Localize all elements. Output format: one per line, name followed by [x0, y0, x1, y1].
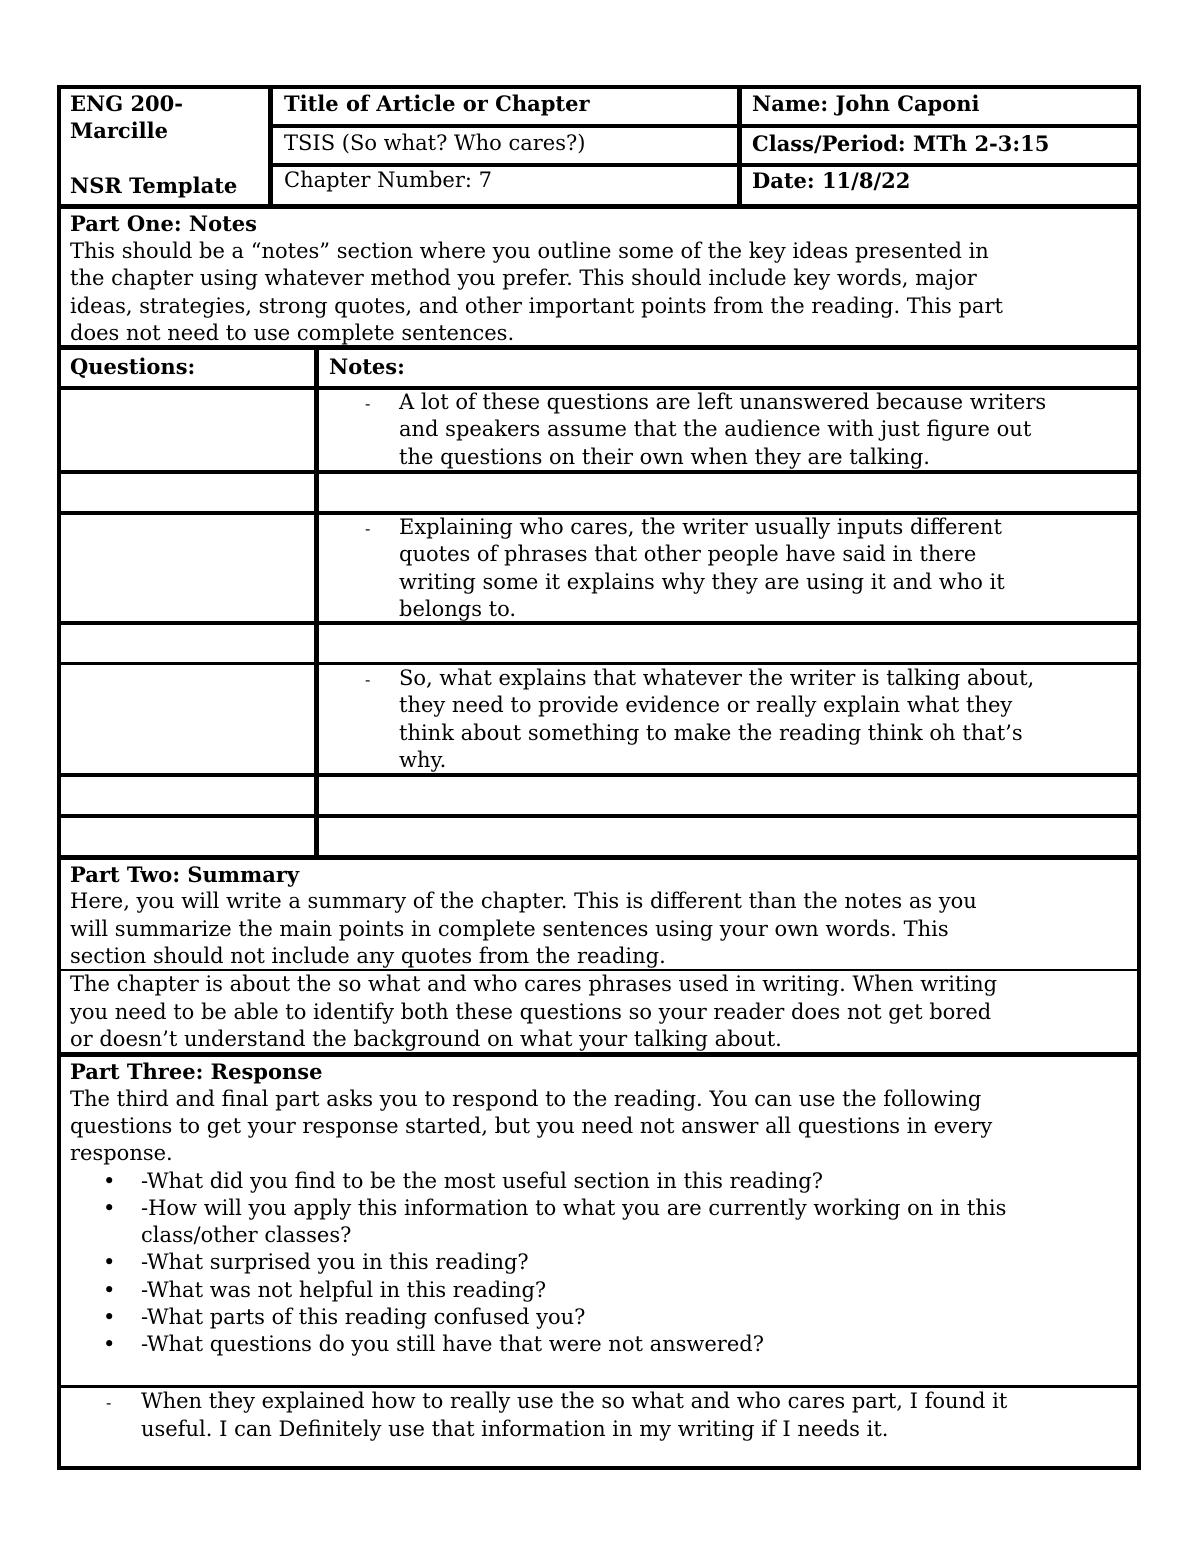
note-cell[interactable] [320, 777, 1138, 814]
response-answer-line[interactable]: useful. I can Definitely use that information in my writing if I needs it. [141, 1417, 889, 1441]
bullet-icon: • [103, 1250, 116, 1274]
prompt-item: -What did you find to be the most useful section in this reading? [141, 1169, 823, 1193]
qn-col-divider [314, 348, 319, 858]
note-dash-marker: - [365, 519, 371, 538]
class-period-field[interactable]: Class/Period: MTh 2-3:15 [752, 131, 1050, 156]
note-cell-line[interactable]: why. [399, 748, 447, 772]
bullet-icon: • [103, 1278, 116, 1302]
question-cell[interactable] [61, 665, 313, 773]
note-dash-marker: - [365, 394, 371, 413]
part-two-instructions-line: Here, you will write a summary of the chapter. This is different than the notes as you [70, 889, 977, 913]
note-cell[interactable] [320, 625, 1138, 662]
part-two-bottom-border [57, 1052, 1141, 1057]
part-one-instructions-line: does not need to use complete sentences. [70, 321, 515, 345]
part-three-instructions-line: The third and final part asks you to respond to the reading. You can use the following [70, 1087, 982, 1111]
title-of-article-label: Title of Article or Chapter [284, 91, 590, 116]
prompt-item: -What was not helpful in this reading? [141, 1278, 547, 1302]
question-cell[interactable] [61, 515, 313, 621]
prompt-item-continued: class/other classes? [141, 1223, 352, 1247]
questions-column-header: Questions: [70, 354, 196, 379]
name-field[interactable]: Name: John Caponi [752, 91, 980, 116]
instructor-label: Marcille [70, 118, 168, 143]
date-field[interactable]: Date: 11/8/22 [752, 168, 911, 193]
note-cell[interactable] [320, 474, 1138, 511]
note-cell-line[interactable]: and speakers assume that the audience with just figure out [399, 417, 1032, 441]
summary-answer-line[interactable]: you need to be able to identify both these questions so your reader does not get bored [70, 1000, 992, 1024]
title-value-field[interactable]: TSIS (So what? Who cares?) [284, 131, 586, 155]
question-cell[interactable] [61, 777, 313, 814]
response-dash-marker: - [106, 1393, 112, 1412]
note-cell[interactable] [320, 818, 1138, 855]
note-cell-line[interactable]: think about something to make the reading think oh that’s [399, 721, 1023, 745]
part-one-heading: Part One: Notes [70, 211, 257, 236]
header-row-divider-1 [271, 124, 1139, 128]
part-two-instructions-line: will summarize the main points in complete sentences using your own words. This [70, 917, 949, 941]
note-cell-line[interactable]: belongs to. [399, 597, 517, 621]
prompt-item: -How will you apply this information to what you are currently working on in this [141, 1196, 1007, 1220]
note-cell-line[interactable]: the questions on their own when they are talking. [399, 445, 930, 469]
part-one-instructions-line: This should be a “notes” section where you outline some of the key ideas presented in [70, 239, 989, 263]
note-cell-line[interactable]: quotes of phrases that other people have said in there [399, 542, 977, 566]
note-cell-line[interactable]: writing some it explains why they are using it and who it [399, 570, 1005, 594]
question-cell[interactable] [61, 625, 313, 662]
prompt-item: -What parts of this reading confused you? [141, 1305, 586, 1329]
part-one-instructions-line: the chapter using whatever method you prefer. This should include key words, major [70, 266, 977, 290]
question-cell[interactable] [61, 474, 313, 511]
course-label: ENG 200- [70, 91, 183, 116]
part-two-heading: Part Two: Summary [70, 862, 300, 887]
response-answer-line[interactable]: When they explained how to really use the so what and who cares part, I found it [141, 1389, 1008, 1413]
note-cell-line[interactable]: Explaining who cares, the writer usually inputs different [399, 515, 1002, 539]
header-bottom-border [57, 204, 1141, 209]
part-three-instructions-line: questions to get your response started, but you need not answer all questions in every [70, 1114, 993, 1138]
note-cell-line[interactable]: they need to provide evidence or really explain what they [399, 693, 1013, 717]
summary-answer-line[interactable]: The chapter is about the so what and who cares phrases used in writing. When writing [70, 972, 998, 996]
note-dash-marker: - [365, 670, 371, 689]
prompt-item: -What questions do you still have that were not answered? [141, 1332, 764, 1356]
chapter-number-field[interactable]: Chapter Number: 7 [284, 168, 492, 192]
note-cell-line[interactable]: A lot of these questions are left unanswered because writers [399, 390, 1047, 414]
bullet-icon: • [103, 1305, 116, 1329]
part-one-instructions-line: ideas, strategies, strong quotes, and other important points from the reading. This part [70, 294, 1003, 318]
bullet-icon: • [103, 1169, 116, 1193]
qn-table-bottom-border [57, 855, 1141, 860]
prompt-item: -What surprised you in this reading? [141, 1250, 529, 1274]
part-one-bottom-border [57, 345, 1141, 350]
question-cell[interactable] [61, 818, 313, 855]
note-cell-line[interactable]: So, what explains that whatever the writer is talking about, [399, 666, 1035, 690]
notes-column-header: Notes: [329, 354, 405, 379]
part-two-instructions-line: section should not include any quotes from the reading. [70, 944, 666, 968]
question-cell[interactable] [61, 390, 313, 470]
header-col-divider-1 [268, 85, 273, 209]
part-three-heading: Part Three: Response [70, 1059, 323, 1084]
template-name: NSR Template [70, 173, 238, 198]
bullet-icon: • [103, 1332, 116, 1356]
header-col-divider-2 [737, 85, 742, 209]
part-three-instructions-line: response. [70, 1141, 173, 1165]
summary-answer-line[interactable]: or doesn’t understand the background on what your talking about. [70, 1027, 782, 1051]
bullet-icon: • [103, 1196, 116, 1220]
